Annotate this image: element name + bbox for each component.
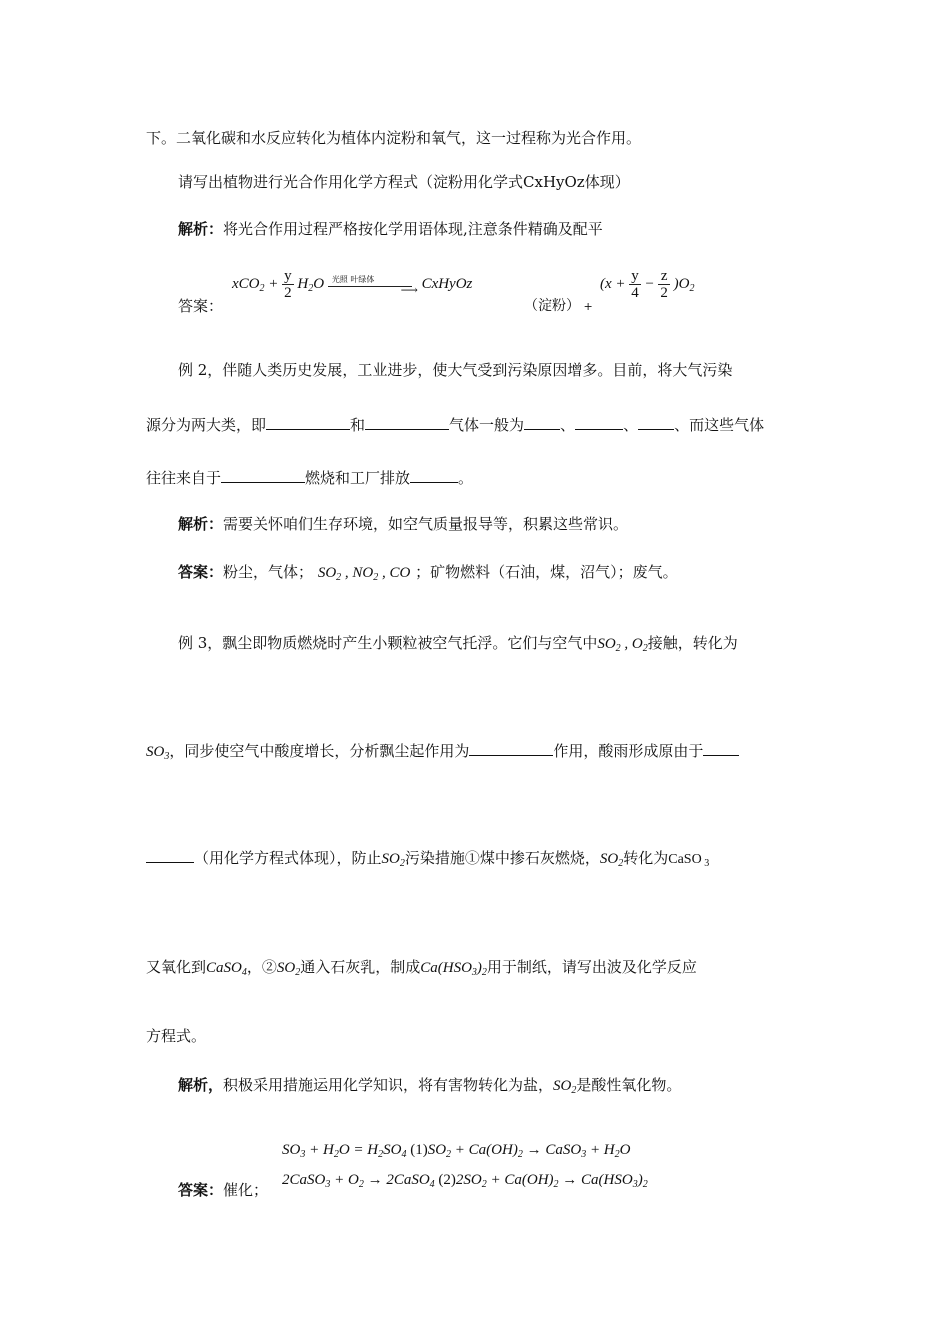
analysis-1 (178, 219, 603, 239)
photosynthesis-equation: xCO$_2$ + $\frac{y}{2}$ $H_2O$ 光照 叶绿体 ⟶ CxHyOz (232, 268, 473, 301)
oxygen-term: (x + $\frac{y}{4}$ − $\frac{z}{2}$ )$O_2$ (600, 268, 695, 301)
example-3-line-5: 方程式。 (146, 1027, 207, 1045)
blank[interactable] (469, 741, 553, 756)
blank[interactable] (575, 415, 623, 430)
blank[interactable] (638, 415, 674, 430)
answer-2: 答案：粉尘，气体； $SO_2$ , $NO_2$ , CO ；矿物燃料（石油，煤，沼气）；废气。 (178, 563, 678, 583)
blank[interactable] (266, 415, 350, 430)
starch-note: （淀粉） + (524, 298, 593, 314)
reaction-arrow-with-condition: 光照 叶绿体 ⟶ (328, 278, 418, 292)
blank[interactable] (410, 468, 458, 483)
blank[interactable] (146, 848, 194, 863)
paragraph-continuation: 下。二氧化碳和水反应转化为植体内淀粉和氧气，这一过程称为光合作用。 (146, 129, 642, 147)
example-3-line-1: 例 3，飘尘即物质燃烧时产生小颗粒被空气托浮。它们与空气中$SO_2$ , $O_2$接触，转化为 (178, 634, 738, 654)
example-2-line-1: 例 2，伴随人类历史发展，工业进步，使大气受到污染原因增多。目前，将大气污染 (178, 361, 733, 379)
example-3-line-3: （用化学方程式体现），防止$SO_2$污染措施①煤中掺石灰燃烧，$SO_2$转化为CaSO $_3$ (146, 848, 709, 870)
analysis-text: 将光合作用过程严格按化学用语体现,注意条件精确及配平 (223, 220, 603, 238)
example-3-line-2: $SO_3$，同步使空气中酸度增长，分析飘尘起作用为 作用，酸雨形成原由于 (146, 741, 739, 762)
gas-formulas: $SO_2$ , $NO_2$ , CO (317, 565, 411, 583)
analysis-3: 解析，积极采用措施运用化学知识，将有害物转化为盐，$SO_2$是酸性氧化物。 (178, 1076, 682, 1096)
answer-3-label: 答案：催化； (178, 1181, 269, 1199)
blank[interactable] (524, 415, 560, 430)
question-prompt: 请写出植物进行光合作用化学方程式（淀粉用化学式CxHyOz体现） (178, 173, 630, 191)
answer-1-label: 答案： (178, 297, 224, 315)
reaction-equations-line-1: $SO_3 + H_2O = H_2SO_4$ $(1)SO_2 + Ca(OH)_2$ → CaSO$_3$ + $H_2O$ (282, 1142, 631, 1160)
reaction-equations-line-2: 2CaSO$_3$ + $O_2$ → 2CaSO$_4$ $(2)2SO_2 + Ca(OH)_2 \to Ca(HSO_3)_2$ (282, 1172, 648, 1190)
blank[interactable] (221, 468, 305, 483)
example-2-line-3: 往往来自于 燃烧和工厂排放 。 (146, 469, 474, 487)
analysis-label: 解析： (178, 220, 224, 238)
blank[interactable] (703, 741, 739, 756)
analysis-2: 解析：需要关怀咱们生存环境，如空气质量报导等，积累这些常识。 (178, 515, 629, 533)
blank[interactable] (365, 415, 449, 430)
example-3-line-4: 又氧化到CaSO$_4$，$②SO_2$通入石灰乳，制成$Ca(HSO_3)_2$用于制纸，请写出波及化学反应 (146, 958, 697, 978)
example-2-line-2: 源分为两大类，即 和 气体一般为 、 、 、而这些气体 (146, 416, 765, 434)
